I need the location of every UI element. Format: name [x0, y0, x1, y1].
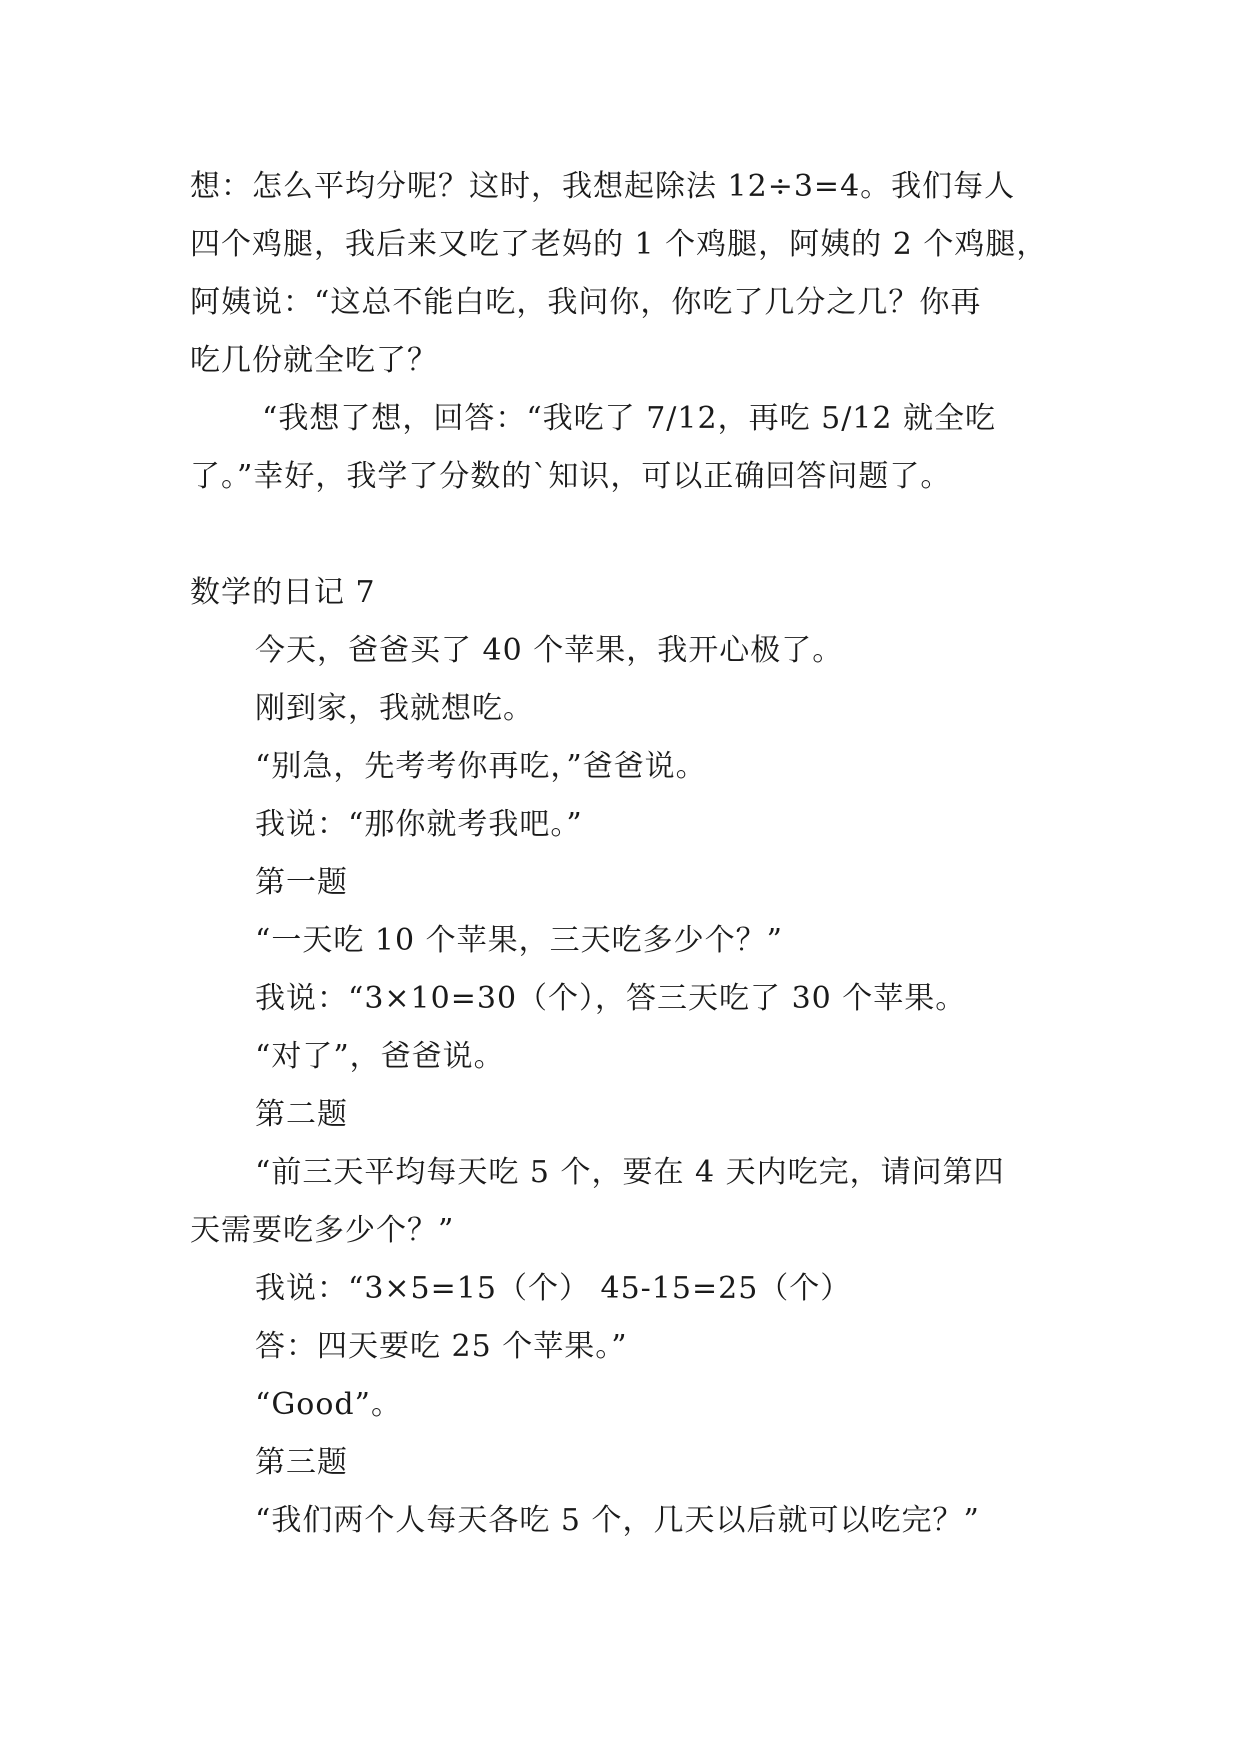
- paragraph-line: “对了”，爸爸说。: [255, 1039, 505, 1074]
- question-heading: 第二题: [255, 1097, 348, 1132]
- paragraph-line: 天需要吃多少个？”: [190, 1213, 455, 1248]
- paragraph-line: 答：四天要吃 25 个苹果。”: [255, 1329, 628, 1364]
- paragraph-line: “前三天平均每天吃 5 个，要在 4 天内吃完，请问第四: [255, 1155, 1005, 1190]
- paragraph-line: “我想了想，回答：“我吃了 7/12，再吃 5/12 就全吃: [262, 401, 997, 436]
- paragraph-line: “一天吃 10 个苹果，三天吃多少个？”: [255, 923, 783, 958]
- paragraph-line: 我说：“那你就考我吧。”: [255, 807, 583, 842]
- paragraph-line: 四个鸡腿，我后来又吃了老妈的 1 个鸡腿，阿姨的 2 个鸡腿，: [190, 227, 1048, 262]
- paragraph-line: 刚到家，我就想吃。: [255, 691, 534, 726]
- question-heading: 第三题: [255, 1445, 348, 1480]
- section-title: 数学的日记 7: [190, 575, 376, 610]
- paragraph-line: “我们两个人每天各吃 5 个，几天以后就可以吃完？”: [255, 1503, 980, 1538]
- paragraph-line: “Good”。: [255, 1387, 402, 1422]
- paragraph-line: “别急，先考考你再吃，”爸爸说。: [255, 749, 707, 784]
- paragraph-line: 了。”幸好，我学了分数的`知识，可以正确回答问题了。: [190, 459, 952, 494]
- paragraph-line: 吃几份就全吃了？: [190, 343, 438, 378]
- paragraph-line: 我说：“3×10=30（个），答三天吃了 30 个苹果。: [255, 981, 967, 1016]
- paragraph-line: 今天，爸爸买了 40 个苹果，我开心极了。: [255, 633, 844, 668]
- paragraph-line: 阿姨说：“这总不能白吃，我问你，你吃了几分之几？你再: [190, 285, 982, 320]
- question-heading: 第一题: [255, 865, 348, 900]
- paragraph-line: 想：怎么平均分呢？这时，我想起除法 12÷3=4。我们每人: [190, 169, 1016, 204]
- paragraph-line: 我说：“3×5=15（个） 45-15=25（个）: [255, 1271, 852, 1306]
